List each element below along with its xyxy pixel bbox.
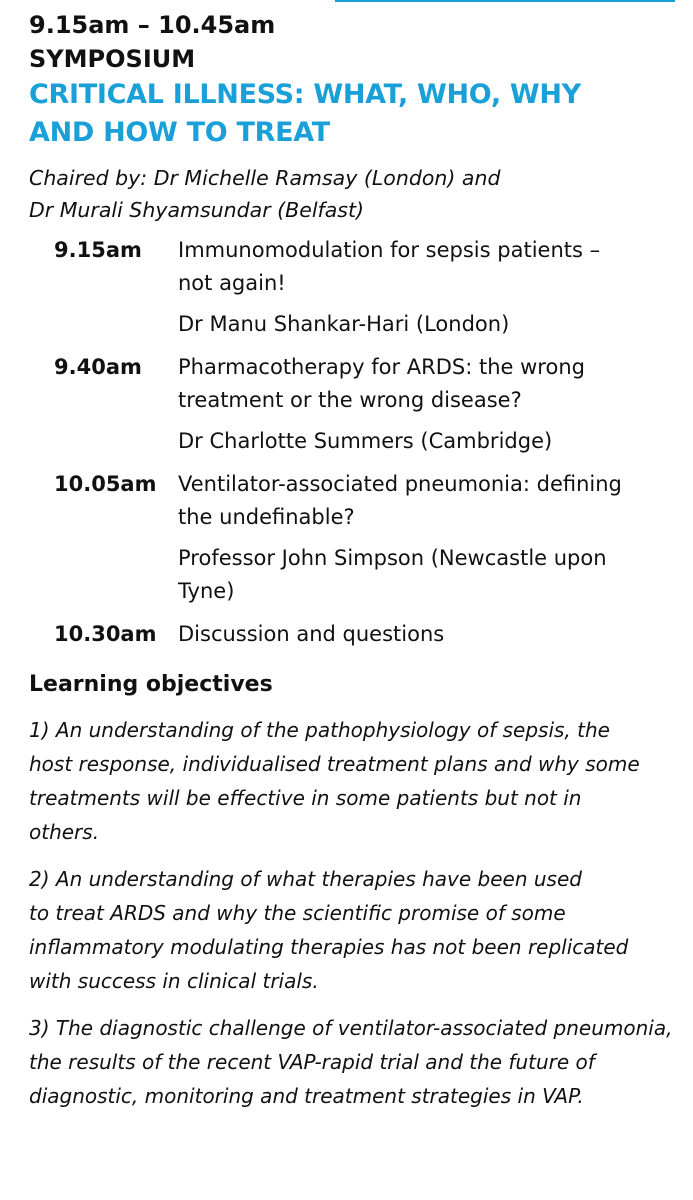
talk-speaker: Professor John Simpson (Newcastle upon Tyne) (178, 546, 607, 603)
talk-details (178, 234, 668, 341)
learning-objectives-heading: Learning objectives (29, 672, 273, 697)
talk-details (178, 351, 668, 458)
talk-speaker: Dr Manu Shankar-Hari (London) (178, 312, 510, 336)
schedule-row (29, 618, 679, 651)
talk-title: Pharmacotherapy for ARDS: the wrong treatment or the wrong disease? (178, 355, 585, 412)
session-title-line: CRITICAL ILLNESS: WHAT, WHO, WHY (29, 79, 581, 110)
talk-speaker: Dr Charlotte Summers (Cambridge) (178, 429, 553, 453)
talk-title: Discussion and questions (178, 622, 445, 646)
schedule-row (29, 234, 679, 341)
top-rule (335, 0, 675, 2)
talk-time: 9.15am (54, 238, 142, 262)
chairs-line: Dr Murali Shyamsundar (Belfast) (29, 198, 365, 222)
schedule (29, 234, 679, 651)
learning-objective: 2) An understanding of what therapies have been used to treat ARDS and why the scientific promise of some inflammatory modulating therapies has not been replicated with success in clinical trials. (29, 867, 629, 993)
talk-details (178, 468, 668, 608)
talk-time: 10.05am (54, 472, 157, 496)
chairs-line: Chaired by: Dr Michelle Ramsay (London) and (29, 166, 501, 190)
session-title-line: AND HOW TO TREAT (29, 117, 330, 148)
talk-time: 10.30am (54, 622, 157, 646)
session-type: SYMPOSIUM (29, 45, 196, 73)
schedule-row (29, 468, 679, 608)
talk-title: Immunomodulation for sepsis patients – not again! (178, 238, 601, 295)
learning-objective: 3) The diagnostic challenge of ventilator-associated pneumonia, the results of the recent VAP-rapid trial and the future of diagnostic, monitoring and treatment strategies in VAP. (29, 1016, 673, 1108)
session-time-range: 9.15am – 10.45am (29, 11, 276, 39)
talk-title: Ventilator-associated pneumonia: defining the undefinable? (178, 472, 622, 529)
chairs (29, 162, 679, 226)
talk-details (178, 618, 668, 651)
talk-time: 9.40am (54, 355, 142, 379)
programme-page (29, 8, 679, 1126)
learning-objective: 1) An understanding of the pathophysiology of sepsis, the host response, individualised treatment plans and why some treatments will be effective in some patients but not in others. (29, 718, 640, 844)
schedule-row (29, 351, 679, 458)
session-title (29, 76, 679, 152)
